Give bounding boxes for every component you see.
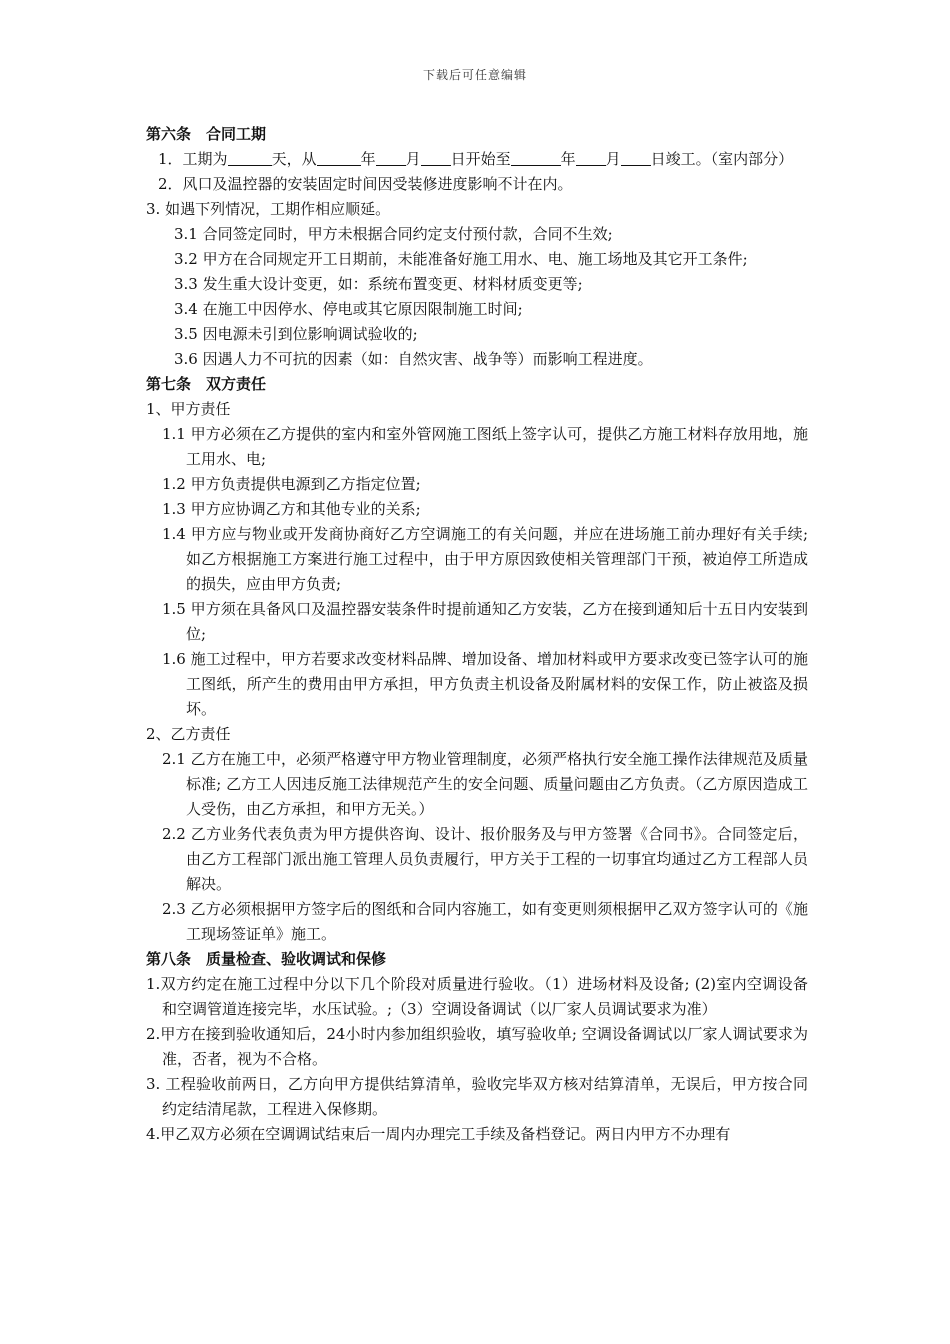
party-b-responsibility: 2、乙方责任: [146, 725, 231, 743]
article-7-item-1-4: 1.4 甲方应与物业或开发商协商好乙方空调施工的有关问题，并应在进场施工前办理好有关手续; 如乙方根据施工方案进行施工过程中，由于甲方原因致使相关管理部门干预，被迫停工所造成的损失，应由甲方负责;: [162, 525, 808, 593]
article-7-item-1-6: 1.6 施工过程中，甲方若要求改变材料品牌、增加设备、增加材料或甲方要求改变已签字认可的施工图纸，所产生的费用由甲方承担，甲方负责主机设备及附属材料的安保工作，防止被盗及损坏。: [162, 650, 808, 718]
blank-start-day: [421, 149, 451, 166]
text: 月: [405, 150, 421, 168]
text: 天，从: [271, 150, 317, 168]
article-6-item-2: 2．风口及温控器的安装固定时间因受装修进度影响不计在内。: [158, 175, 573, 193]
article-8-item-3: 3. 工程验收前两日，乙方向甲方提供结算清单，验收完毕双方核对结算清单，无误后，甲方按合同约定结清尾款，工程进入保修期。: [146, 1075, 808, 1118]
article-8-title: 第八条 质量检查、验收调试和保修: [146, 950, 387, 968]
text: 日竣工。（室内部分）: [650, 150, 794, 168]
text: 工期为: [182, 150, 228, 168]
text: 月: [605, 150, 621, 168]
article-7-title: 第七条 双方责任: [146, 375, 267, 393]
text: 年: [560, 150, 576, 168]
item-number: 1．: [158, 150, 183, 168]
blank-end-month: [576, 149, 606, 166]
text: 日开始至: [450, 150, 511, 168]
party-a-responsibility: 1、甲方责任: [146, 400, 231, 418]
text: 年: [360, 150, 376, 168]
article-7-item-1-2: 1.2 甲方负责提供电源到乙方指定位置;: [162, 475, 421, 493]
article-6-item-3-4: 3.4 在施工中因停水、停电或其它原因限制施工时间;: [174, 300, 523, 318]
blank-days: [228, 149, 272, 166]
article-8-item-4: 4.甲乙双方必须在空调调试结束后一周内办理完工手续及备档登记。两日内甲方不办理有: [146, 1125, 731, 1143]
article-7-item-2-1: 2.1 乙方在施工中，必须严格遵守甲方物业管理制度，必须严格执行安全施工操作法律规范及质量标准; 乙方工人因违反施工法律规范产生的安全问题、质量问题由乙方负责。（乙方原因造成工人受伤，由乙方承担，和甲方无关。）: [162, 750, 808, 818]
document-body: [146, 122, 808, 1147]
article-6-item-3-1: 3.1 合同签定同时，甲方未根据合同约定支付预付款，合同不生效;: [174, 225, 613, 243]
article-8-item-1: 1.双方约定在施工过程中分以下几个阶段对质量进行验收。（1）进场材料及设备; (2)室内空调设备和空调管道连接完毕，水压试验。;（3）空调设备调试（以厂家人员调试要求为准）: [146, 975, 808, 1018]
article-6-item-3: 3. 如遇下列情况，工期作相应顺延。: [146, 200, 391, 218]
article-8-item-2: 2.甲方在接到验收通知后，24小时内参加组织验收，填写验收单; 空调设备调试以厂家人调试要求为准，否者，视为不合格。: [146, 1025, 808, 1068]
article-6-title: 第六条 合同工期: [146, 125, 267, 143]
article-7-item-1-3: 1.3 甲方应协调乙方和其他专业的关系;: [162, 500, 421, 518]
article-7-item-2-2: 2.2 乙方业务代表负责为甲方提供咨询、设计、报价服务及与甲方签署《合同书》。合同签定后，由乙方工程部门派出施工管理人员负责履行，甲方关于工程的一切事宜均通过乙方工程部人员解决。: [162, 825, 808, 893]
article-6-item-3-6: 3.6 因遇人力不可抗的因素（如：自然灾害、战争等）而影响工程进度。: [174, 350, 653, 368]
blank-end-year: [511, 149, 561, 166]
article-6-item-3-2: 3.2 甲方在合同规定开工日期前，未能准备好施工用水、电、施工场地及其它开工条件;: [174, 250, 748, 268]
blank-start-month: [376, 149, 406, 166]
page-header: 下载后可任意编辑: [422, 68, 527, 82]
article-6-item-3-5: 3.5 因电源未引到位影响调试验收的;: [174, 325, 418, 343]
article-7-item-2-3: 2.3 乙方必须根据甲方签字后的图纸和合同内容施工，如有变更则须根据甲乙双方签字认可的《施工现场签证单》施工。: [162, 900, 808, 943]
article-6-item-1: [146, 147, 808, 172]
article-7-item-1-5: 1.5 甲方须在具备风口及温控器安装条件时提前通知乙方安装，乙方在接到通知后十五日内安装到位;: [162, 600, 808, 643]
blank-end-day: [621, 149, 651, 166]
article-7-item-1-1: 1.1 甲方必须在乙方提供的室内和室外管网施工图纸上签字认可，提供乙方施工材料存放用地，施工用水、电;: [162, 425, 808, 468]
article-6-item-3-3: 3.3 发生重大设计变更，如：系统布置变更、材料材质变更等;: [174, 275, 583, 293]
blank-start-year: [317, 149, 361, 166]
